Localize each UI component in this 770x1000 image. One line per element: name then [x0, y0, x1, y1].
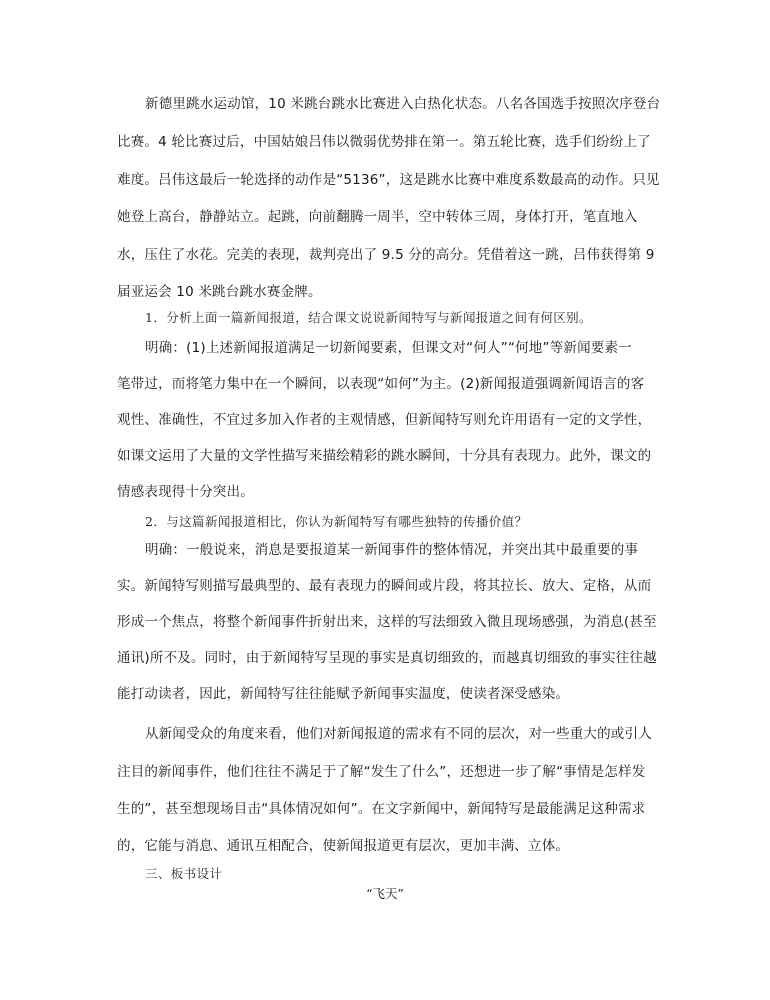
answer-1-line: 情感表现得十分突出。: [117, 484, 254, 500]
answer-1-line: 观性、准确性，不宜过多加入作者的主观情感，但新闻特写则允许用语有一定的文学性，: [117, 412, 652, 428]
answer-2-line: 形成一个焦点，将整个新闻事件折射出来，这样的写法细致入微且现场感强，为消息(甚至: [117, 614, 657, 630]
answer-1-line: 明确：(1)上述新闻报道满足一切新闻要素，但课文对“何人”“何地”等新闻要素一: [145, 340, 632, 356]
answer-2-line: 实。新闻特写则描写最典型的、最有表现力的瞬间或片段，将其拉长、放大、定格，从而: [117, 578, 652, 594]
answer-2-line: 通讯)所不及。同时，由于新闻特写呈现的事实是真切细致的，而越真切细致的事实往往越: [117, 650, 657, 666]
answer-2-extra-line: 从新闻受众的角度来看，他们对新闻报道的需求有不同的层次，对一些重大的或引人: [145, 726, 652, 742]
question-2: 2．与这篇新闻报道相比，你认为新闻特写有哪些独特的传播价值？: [145, 514, 528, 529]
answer-2-line: 能打动读者，因此，新闻特写往往能赋予新闻事实温度，使读者深受感染。: [117, 686, 570, 702]
passage-line: 她登上高台，静静站立。起跳，向前翻腾一周半，空中转体三周，身体打开，笔直地入: [117, 209, 638, 225]
passage-line: 比赛。4 轮比赛过后，中国姑娘吕伟以微弱优势排在第一。第五轮比赛，选手们纷纷上了: [117, 134, 651, 150]
passage-line: 水，压住了水花。完美的表现，裁判亮出了 9.5 分的高分。凭借着这一跳，吕伟获得第 9: [117, 247, 655, 263]
answer-2-extra-line: 的，它能与消息、通讯互相配合，使新闻报道更有层次，更加丰满、立体。: [117, 838, 570, 854]
passage-line: 届亚运会 10 米跳台跳水赛金牌。: [117, 284, 322, 300]
passage-line: 难度。吕伟这最后一轮选择的动作是“5136”，这是跳水比赛中难度系数最高的动作。只见: [117, 172, 660, 188]
answer-2-line: 明确：一般说来，消息是要报道某一新闻事件的整体情况，并突出其中最重要的事: [145, 542, 639, 558]
question-1: 1．分析上面一篇新闻报道，结合课文说说新闻特写与新闻报道之间有何区别。: [145, 310, 592, 325]
answer-2-extra-line: 生的”，甚至想现场目击“具体情况如何”。在文字新闻中，新闻特写是最能满足这种需求: [117, 801, 646, 817]
answer-2-extra-line: 注目的新闻事件，他们往往不满足于了解“发生了什么”，还想进一步了解“事情是怎样发: [117, 764, 646, 780]
answer-1-line: 如课文运用了大量的文学性描写来描绘精彩的跳水瞬间，十分具有表现力。此外，课文的: [117, 448, 652, 464]
board-heading: 三、板书设计: [145, 866, 223, 881]
board-title: “飞天”: [366, 886, 404, 901]
answer-1-line: 笔带过，而将笔力集中在一个瞬间，以表现“如何”为主。(2)新闻报道强调新闻语言的客: [117, 376, 645, 392]
passage-line: 新德里跳水运动馆，10 米跳台跳水比赛进入白热化状态。八名各国选手按照次序登台: [145, 96, 661, 112]
